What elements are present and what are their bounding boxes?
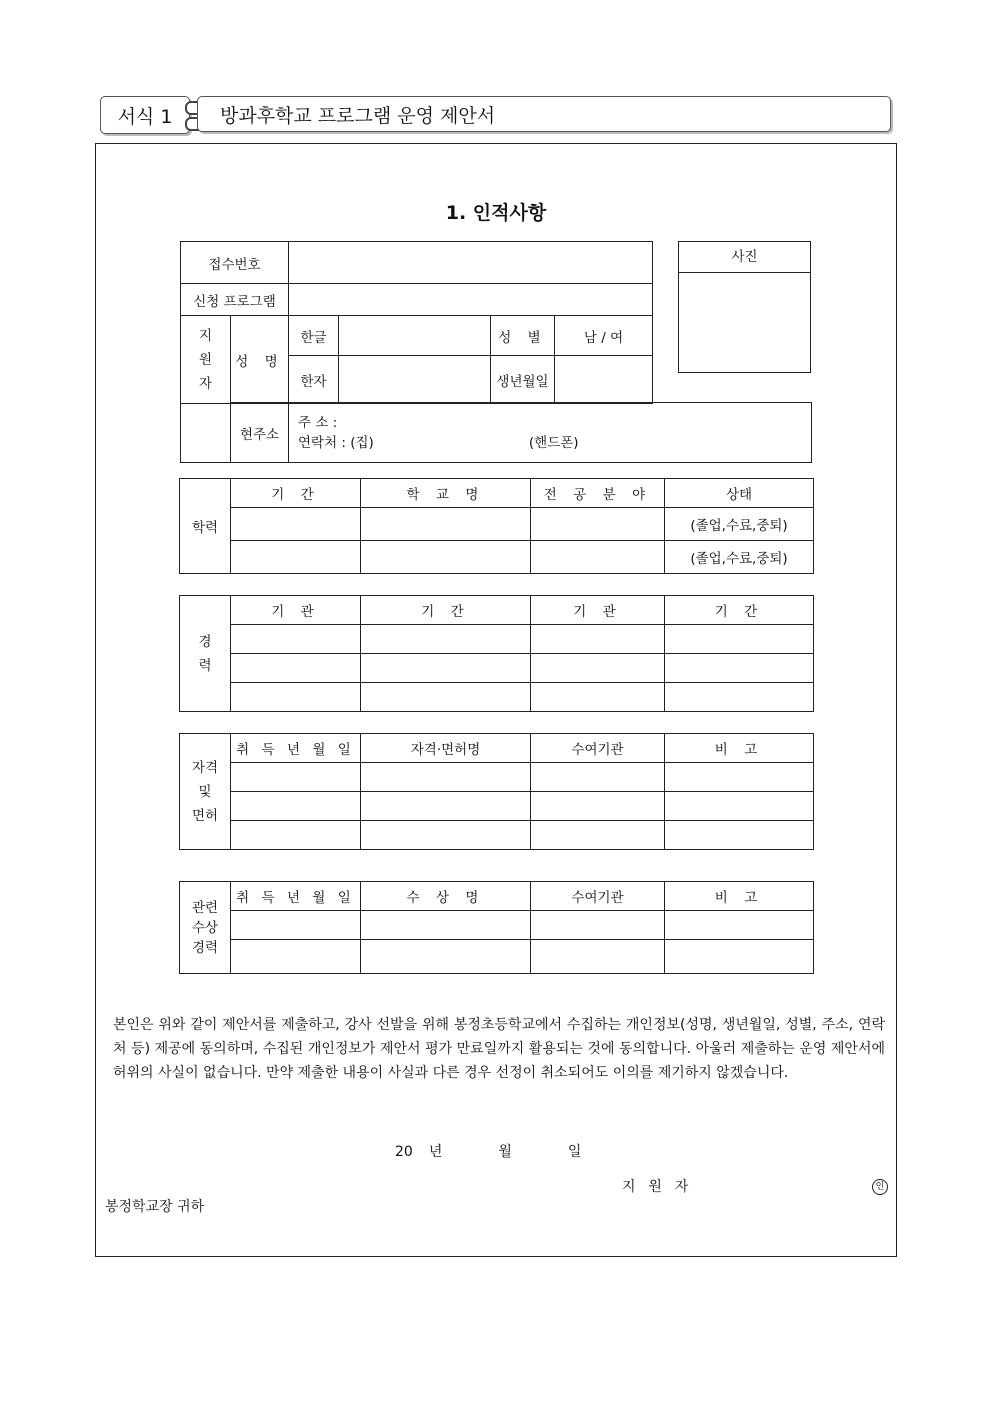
- table-cell[interactable]: [231, 911, 361, 940]
- date-year: 20: [395, 1144, 413, 1160]
- education-header-school: 학 교 명: [361, 479, 531, 508]
- award-header-issuer: 수여기관: [531, 882, 665, 911]
- table-cell[interactable]: [361, 763, 531, 792]
- table-cell[interactable]: [361, 821, 531, 850]
- recipient: 봉정학교장 귀하: [105, 1199, 205, 1215]
- seal-icon[interactable]: 인: [872, 1177, 888, 1195]
- applicant-continued: [181, 403, 231, 463]
- table-cell[interactable]: [531, 792, 665, 821]
- hangul-name-field[interactable]: [339, 316, 491, 356]
- table-cell[interactable]: [361, 911, 531, 940]
- table-cell[interactable]: [231, 654, 361, 683]
- table-cell[interactable]: [361, 508, 531, 541]
- table-cell[interactable]: [361, 683, 531, 712]
- hanja-name-field[interactable]: [339, 356, 491, 404]
- license-header-name: 자격·면허명: [361, 734, 531, 763]
- table-cell[interactable]: [665, 654, 814, 683]
- address-field[interactable]: [289, 403, 812, 463]
- gender-value[interactable]: 남 / 여: [555, 316, 653, 356]
- form-number: 서식 1: [117, 105, 173, 128]
- table-cell[interactable]: [231, 792, 361, 821]
- address-table: [180, 402, 812, 463]
- photo-label: 사진: [679, 242, 810, 273]
- table-cell[interactable]: [665, 940, 814, 974]
- table-cell[interactable]: [531, 541, 665, 574]
- address-line: 주 소 :: [298, 414, 338, 431]
- education-header-major: 전 공 분 야: [531, 479, 665, 508]
- table-cell[interactable]: [231, 508, 361, 541]
- education-status[interactable]: (졸업,수료,중퇴): [665, 508, 814, 541]
- date-line: 20 년 월 일: [395, 1144, 582, 1160]
- table-cell[interactable]: [361, 541, 531, 574]
- award-table: [179, 881, 814, 974]
- table-cell[interactable]: [665, 683, 814, 712]
- form-title: 방과후학교 프로그램 운영 제안서: [220, 104, 496, 127]
- table-cell[interactable]: [531, 654, 665, 683]
- license-header-date: 취 득 년 월 일: [231, 734, 361, 763]
- table-cell[interactable]: [531, 821, 665, 850]
- career-header-period: 기 간: [665, 596, 814, 625]
- table-cell[interactable]: [361, 654, 531, 683]
- section-title: 1. 인적사항: [445, 202, 547, 224]
- education-table: [179, 478, 814, 574]
- applicant-label: 지 원 자: [181, 316, 231, 404]
- license-header-note: 비 고: [665, 734, 814, 763]
- table-cell[interactable]: [231, 541, 361, 574]
- table-cell[interactable]: [361, 792, 531, 821]
- signer-label: 지 원 자: [622, 1179, 693, 1195]
- table-cell[interactable]: [231, 821, 361, 850]
- award-label: 관련 수상 경력: [180, 882, 231, 974]
- award-header-date: 취 득 년 월 일: [231, 882, 361, 911]
- mobile-label: (핸드폰): [528, 434, 579, 451]
- program-field[interactable]: [289, 284, 653, 316]
- program-label: 신청 프로그램: [181, 284, 289, 316]
- address-label: 현주소: [231, 403, 289, 463]
- birth-label: 생년월일: [491, 356, 555, 404]
- table-cell[interactable]: [665, 763, 814, 792]
- education-label: 학력: [180, 479, 231, 574]
- receipt-no-field[interactable]: [289, 242, 653, 284]
- license-label: 자격 및 면허: [180, 734, 231, 850]
- form-title-tab: [197, 96, 891, 132]
- birth-field[interactable]: [555, 356, 653, 404]
- personal-info-table: [180, 241, 653, 404]
- receipt-no-label: 접수번호: [181, 242, 289, 284]
- table-cell[interactable]: [665, 625, 814, 654]
- name-label: 성 명: [231, 316, 289, 404]
- hanja-label: 한자: [289, 356, 339, 404]
- photo-box[interactable]: [678, 241, 811, 373]
- career-header-org: 기 관: [231, 596, 361, 625]
- license-table: [179, 733, 814, 850]
- award-header-name: 수 상 명: [361, 882, 531, 911]
- license-header-issuer: 수여기관: [531, 734, 665, 763]
- table-cell[interactable]: [531, 683, 665, 712]
- table-cell[interactable]: [531, 940, 665, 974]
- declaration-text: 본인은 위와 같이 제안서를 제출하고, 강사 선발을 위해 봉정초등학교에서 수집하는 개인정보(성명, 생년월일, 성별, 주소, 연락처 등) 제공에 동의하며, 수집된 개인정보가 제안서 평가 만료일까지 활용되는 것에 동의합니다. 아울러 제출하는 운영 제안서에 허위의 사실이 없습니다. 만약 제출한 내용이 사실과 다른 경우 선정이 취소되어도 이의를 제기하지 않겠습니다.: [113, 1017, 885, 1081]
- form-number-tab: [100, 96, 190, 134]
- table-cell[interactable]: [361, 940, 531, 974]
- career-header-org: 기 관: [531, 596, 665, 625]
- table-cell[interactable]: [665, 792, 814, 821]
- hangul-label: 한글: [289, 316, 339, 356]
- career-table: [179, 595, 814, 712]
- table-cell[interactable]: [665, 821, 814, 850]
- career-header-period: 기 간: [361, 596, 531, 625]
- table-cell[interactable]: [231, 763, 361, 792]
- education-header-status: 상태: [665, 479, 814, 508]
- table-cell[interactable]: [231, 625, 361, 654]
- table-cell[interactable]: [665, 911, 814, 940]
- education-status[interactable]: (졸업,수료,중퇴): [665, 541, 814, 574]
- education-header-period: 기 간: [231, 479, 361, 508]
- award-header-note: 비 고: [665, 882, 814, 911]
- gender-label: 성 별: [491, 316, 555, 356]
- table-cell[interactable]: [231, 940, 361, 974]
- table-cell[interactable]: [531, 625, 665, 654]
- contact-line: 연락처 : (집) (핸드폰): [298, 434, 579, 451]
- table-cell[interactable]: [531, 911, 665, 940]
- table-cell[interactable]: [231, 683, 361, 712]
- career-label: 경 력: [180, 596, 231, 712]
- table-cell[interactable]: [531, 508, 665, 541]
- table-cell[interactable]: [361, 625, 531, 654]
- table-cell[interactable]: [531, 763, 665, 792]
